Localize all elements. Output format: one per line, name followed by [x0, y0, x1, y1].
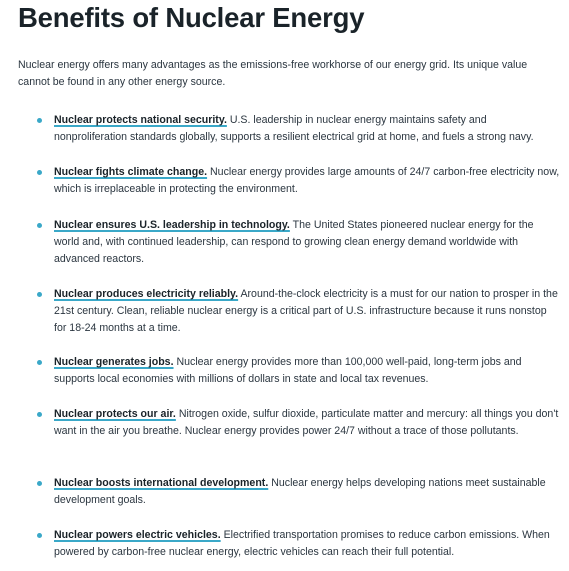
bullet-icon — [37, 412, 42, 417]
intro-paragraph: Nuclear energy offers many advantages as the emissions-free workhorse of our energy grid. Its unique value cannot be found in any other energy source. — [18, 59, 528, 88]
list-item — [54, 527, 560, 561]
benefit-link[interactable]: Nuclear ensures U.S. leadership in technology. — [54, 219, 290, 231]
benefit-link[interactable]: Nuclear produces electricity reliably. — [54, 288, 239, 300]
benefit-link[interactable]: Nuclear boosts international development. — [54, 477, 269, 489]
list-item — [54, 217, 560, 267]
bullet-icon — [37, 533, 42, 538]
benefit-description: U.S. leadership in nuclear energy maintains safety and nonproliferation standards globally, supports a resilient electrical grid at home, and fuels a strong navy. — [54, 114, 534, 143]
benefit-link[interactable]: Nuclear powers electric vehicles. — [54, 529, 221, 541]
benefit-description: Nuclear energy provides more than 100,000 well-paid, long-term jobs and supports local economies with millions of dollars in state and local tax revenues. — [54, 356, 522, 385]
list-item — [54, 164, 560, 198]
bullet-icon — [37, 360, 42, 365]
benefit-link[interactable]: Nuclear fights climate change. — [54, 166, 208, 178]
bullet-icon — [37, 292, 42, 297]
benefit-description: Electrified transportation promises to reduce carbon emissions. When powered by carbon-free nuclear energy, electric vehicles can reach their full potential. — [54, 529, 550, 558]
benefit-link[interactable]: Nuclear protects national security. — [54, 114, 227, 126]
list-item — [54, 406, 560, 440]
benefit-description: Nuclear energy helps developing nations meet sustainable development goals. — [54, 477, 546, 506]
page-title: Benefits of Nuclear Energy — [18, 2, 365, 33]
bullet-icon — [37, 170, 42, 175]
benefit-description: Nitrogen oxide, sulfur dioxide, particulate matter and mercury: all things you don't want in the air you breathe. Nuclear energy provides power 24/7 without a trace of those pollutants. — [54, 408, 559, 437]
list-item — [54, 286, 560, 336]
list-item — [54, 475, 560, 509]
benefit-description: Nuclear energy provides large amounts of 24/7 carbon-free electricity now, which is irreplaceable in protecting the environment. — [54, 166, 560, 195]
bullet-icon — [37, 223, 42, 228]
benefit-description: Around-the-clock electricity is a must for our nation to prosper in the 21st century. Clean, reliable nuclear energy is a critical part of U.S. infrastructure because it runs nonstop for 18-24 months at a time. — [54, 288, 558, 334]
list-item — [54, 354, 560, 388]
benefit-link[interactable]: Nuclear generates jobs. — [54, 356, 174, 368]
bullet-icon — [37, 481, 42, 486]
bullet-icon — [37, 118, 42, 123]
benefit-description: The United States pioneered nuclear energy for the world and, with continued leadership, can respond to growing clean energy demand worldwide with advanced reactors. — [54, 219, 534, 265]
list-item — [54, 112, 560, 146]
benefit-link[interactable]: Nuclear protects our air. — [54, 408, 176, 420]
